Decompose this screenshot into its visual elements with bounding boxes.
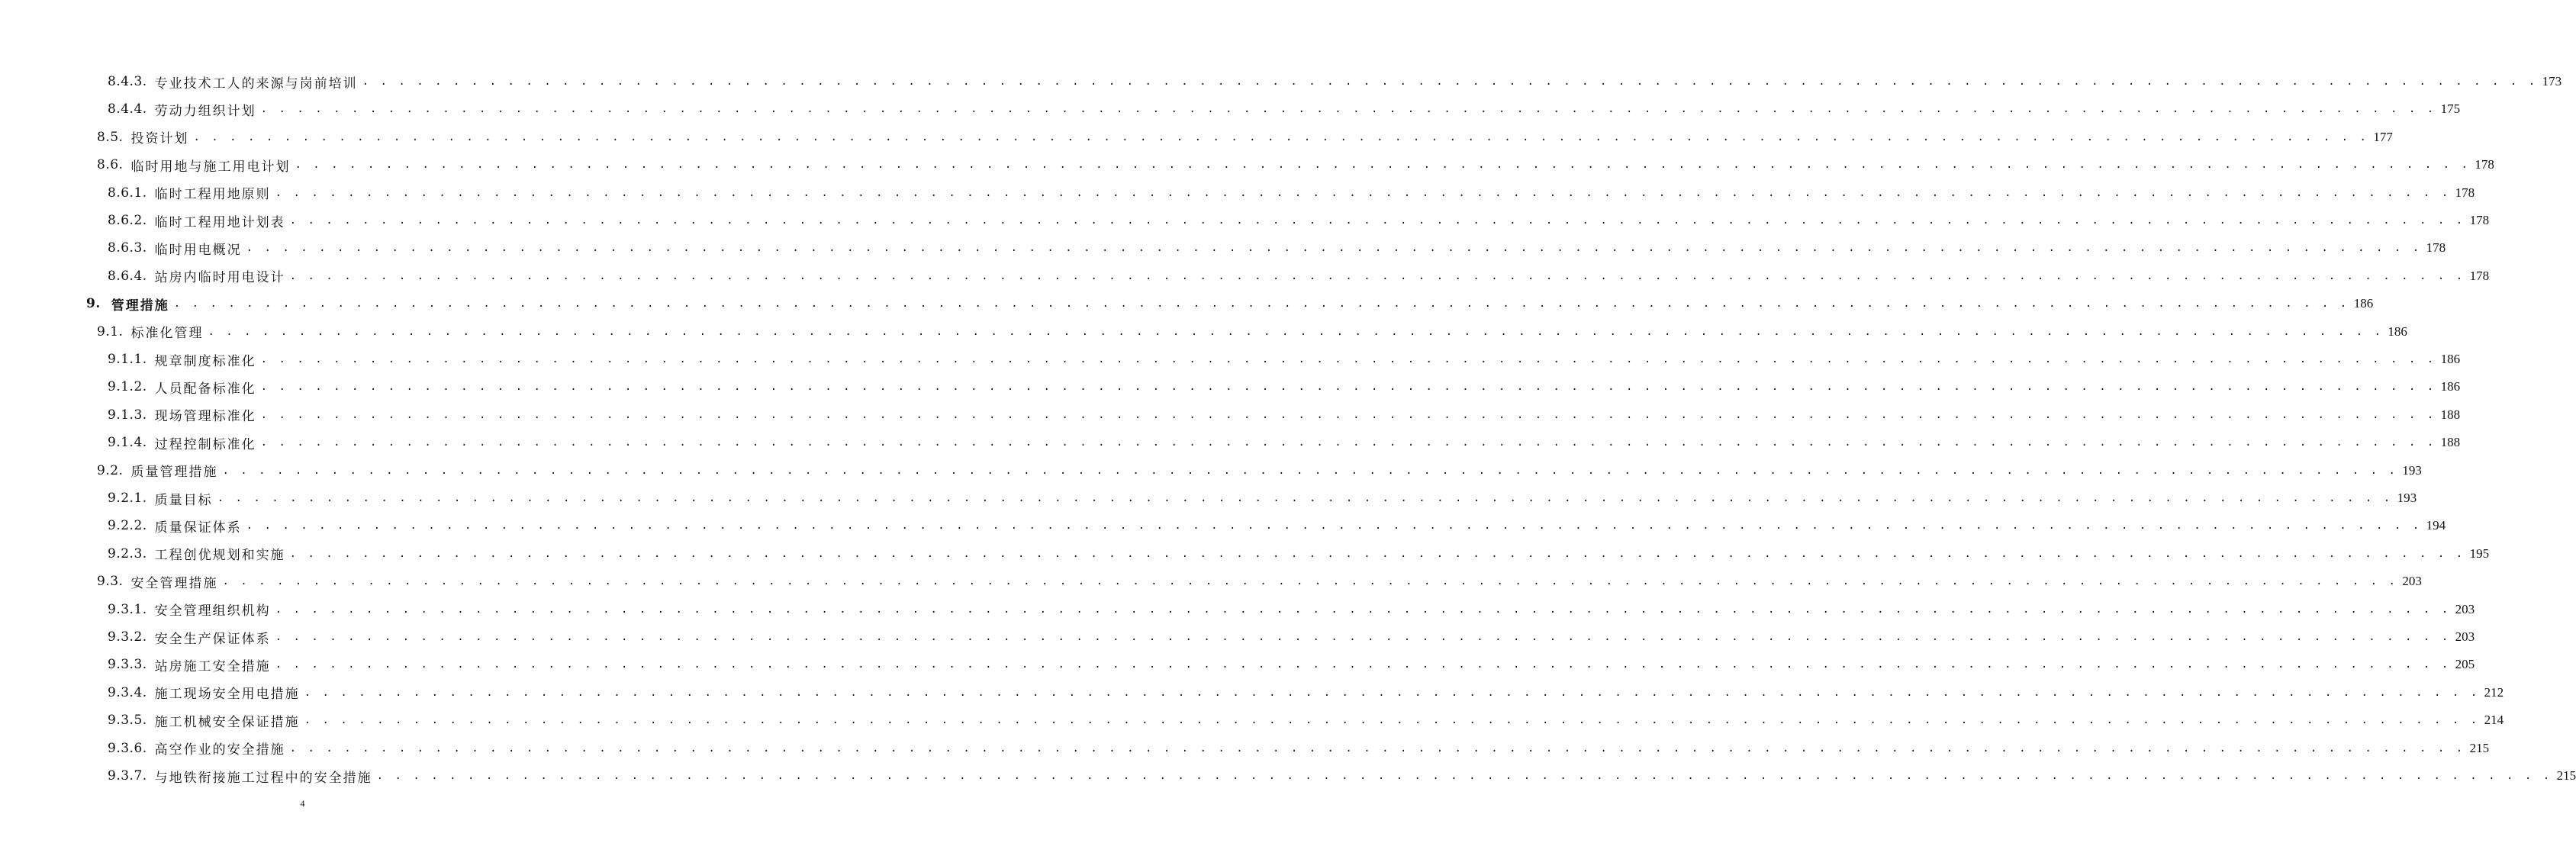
page-number: 4 [300,798,305,809]
toc-entry-number: 8.5. [97,129,124,145]
toc-entry-page: 178 [2475,157,2494,172]
toc-entry-number: 9.1.3. [108,407,147,423]
toc-entry-title: 临时用地与施工用电计划 [130,159,291,175]
dot-leader: . . . . . . . . . . . . . . . . . . . . . . . . . . . . . . . . . . . . . . . . . . . . . . . . . . . . . . . . . . . . . . . . . . . . . . . . . . . . . . . . . . . . . . . . . . . . . . . . . . . . . . . . . . . . . . . . . . . . . . . . [289,214,2465,227]
toc-entry[interactable] [108,738,2490,759]
toc-entry-page: 195 [2469,545,2490,561]
toc-entry-number: 9.3.6. [108,740,147,756]
toc-entry-title: 施工机械安全保证措施 [154,714,300,730]
toc-entry[interactable] [108,404,2461,426]
toc-entry[interactable] [108,682,2504,703]
toc-entry-page: 186 [2440,379,2461,394]
toc-entry-number: 9. [86,296,101,312]
toc-entry-page: 186 [2353,296,2374,311]
toc-entry[interactable] [108,237,2446,259]
toc-entry-page: 215 [2556,768,2576,783]
toc-entry[interactable] [97,154,2494,175]
toc-entry-title: 临时工程用地计划表 [154,214,285,230]
toc-entry-title: 质量保证体系 [154,520,242,536]
dot-leader: . . . . . . . . . . . . . . . . . . . . . . . . . . . . . . . . . . . . . . . . . . . . . . . . . . . . . . . . . . . . . . . . . . . . . . . . . . . . . . . . . . . . . . . . . . . . . . . . . . . . . . . . . . . . . . . . . . . . . . . . [289,269,2465,282]
dot-leader: . . . . . . . . . . . . . . . . . . . . . . . . . . . . . . . . . . . . . . . . . . . . . . . . . . . . . . . . . . . . . . . . . . . . . . . . . . . . . . . . . . . . . . . . . . . . . . . . . . . . . . . . . . . . . . . . . . . . . . . . [246,520,2422,533]
toc-entry-page: 188 [2440,435,2461,450]
toc-entry-page: 193 [2397,491,2417,505]
dot-leader: . . . . . . . . . . . . . . . . . . . . . . . . . . . . . . . . . . . . . . . . . . . . . . . . . . . . . . . . . . . . . . . . . . . . . . . . . . . . . . . . . . . . . . . . . . . . . . . . . . . . . . . . . . . . . . . . . . . . . . . . [260,436,2436,449]
toc-entry-title: 管理措施 [111,298,169,314]
toc-entry[interactable] [108,98,2461,120]
toc-entry-number: 9.3.2. [108,629,147,645]
dot-leader: . . . . . . . . . . . . . . . . . . . . . . . . . . . . . . . . . . . . . . . . . . . . . . . . . . . . . . . . . . . . . . . . . . . . . . . . . . . . . . . . . . . . . . . . . . . . . . . . . . . . . . . . . . . . . . . . . . . . . . . . [275,658,2451,671]
toc-entry-number: 9.3.1. [108,601,147,617]
dot-leader: . . . . . . . . . . . . . . . . . . . . . . . . . . . . . . . . . . . . . . . . . . . . . . . . . . . . . . . . . . . . . . . . . . . . . . . . . . . . . . . . . . . . . . . . . . . . . . . . . . . . . . . . . . . . . . . . . . . . . . . . [289,742,2465,755]
toc-entry-page: 215 [2469,740,2490,755]
toc-entry-page: 214 [2484,713,2504,728]
dot-leader: . . . . . . . . . . . . . . . . . . . . . . . . . . . . . . . . . . . . . . . . . . . . . . . . . . . . . . . . . . . . . . . . . . . . . . . . . . . . . . . . . . . . . . . . . . . . . . . . . . . . . . . . . . . . . . . . . . . . . . . . [193,130,2369,143]
dot-leader: . . . . . . . . . . . . . . . . . . . . . . . . . . . . . . . . . . . . . . . . . . . . . . . . . . . . . . . . . . . . . . . . . . . . . . . . . . . . . . . . . . . . . . . . . . . . . . . . . . . . . . . . . . . . . . . . . . . . . . . . [260,103,2436,116]
toc-entry-title: 工程创优规划和实施 [154,548,285,564]
dot-leader: . . . . . . . . . . . . . . . . . . . . . . . . . . . . . . . . . . . . . . . . . . . . . . . . . . . . . . . . . . . . . . . . . . . . . . . . . . . . . . . . . . . . . . . . . . . . . . . . . . . . . . . . . . . . . . . . . . . . . . . . [222,464,2398,477]
toc-entry-page: 178 [2455,185,2475,200]
dot-leader: . . . . . . . . . . . . . . . . . . . . . . . . . . . . . . . . . . . . . . . . . . . . . . . . . . . . . . . . . . . . . . . . . . . . . . . . . . . . . . . . . . . . . . . . . . . . . . . . . . . . . . . . . . . . . . . . . . . . . . . . [217,492,2393,504]
toc-entry-title: 过程控制标准化 [154,436,256,452]
toc-entry-number: 9.1.1. [108,352,147,367]
toc-entry-number: 9.3. [97,574,124,590]
toc-entry[interactable] [97,127,2393,148]
toc-entry-number: 8.6. [97,157,124,173]
toc-entry-number: 8.6.4. [108,268,147,284]
toc-entry-title: 质量管理措施 [130,465,218,481]
toc-entry[interactable] [108,71,2562,92]
toc-entry[interactable] [108,265,2490,287]
toc-entry-number: 9.3.4. [108,684,147,700]
toc-entry-page: 212 [2484,684,2504,700]
dot-leader: . . . . . . . . . . . . . . . . . . . . . . . . . . . . . . . . . . . . . . . . . . . . . . . . . . . . . . . . . . . . . . . . . . . . . . . . . . . . . . . . . . . . . . . . . . . . . . . . . . . . . . . . . . . . . . . . . . . . . . . . [304,686,2480,699]
toc-entry-number: 9.1.4. [108,435,147,451]
dot-leader: . . . . . . . . . . . . . . . . . . . . . . . . . . . . . . . . . . . . . . . . . . . . . . . . . . . . . . . . . . . . . . . . . . . . . . . . . . . . . . . . . . . . . . . . . . . . . . . . . . . . . . . . . . . . . . . . . . . . . . . . [376,770,2552,782]
toc-entry-title: 高空作业的安全措施 [154,742,285,758]
toc-entry-page: 178 [2426,240,2446,256]
toc-entry[interactable] [108,543,2490,565]
toc-entry[interactable] [108,710,2504,731]
toc-entry[interactable] [108,626,2475,648]
toc-entry[interactable] [97,571,2422,592]
toc-entry-title: 安全生产保证体系 [154,631,271,647]
dot-leader: . . . . . . . . . . . . . . . . . . . . . . . . . . . . . . . . . . . . . . . . . . . . . . . . . . . . . . . . . . . . . . . . . . . . . . . . . . . . . . . . . . . . . . . . . . . . . . . . . . . . . . . . . . . . . . . . . . . . . . . . [260,353,2436,365]
toc-entry-title: 标准化管理 [130,326,204,342]
toc-entry-number: 9.2.3. [108,545,147,562]
toc-entry[interactable] [108,210,2490,231]
toc-entry-number: 9.1. [97,323,124,340]
toc-entry-page: 203 [2455,601,2475,616]
dot-leader: . . . . . . . . . . . . . . . . . . . . . . . . . . . . . . . . . . . . . . . . . . . . . . . . . . . . . . . . . . . . . . . . . . . . . . . . . . . . . . . . . . . . . . . . . . . . . . . . . . . . . . . . . . . . . . . . . . . . . . . . [275,631,2451,643]
toc-entry[interactable] [108,488,2417,509]
dot-leader: . . . . . . . . . . . . . . . . . . . . . . . . . . . . . . . . . . . . . . . . . . . . . . . . . . . . . . . . . . . . . . . . . . . . . . . . . . . . . . . . . . . . . . . . . . . . . . . . . . . . . . . . . . . . . . . . . . . . . . . . [260,408,2436,421]
toc-entry-page: 186 [2440,352,2461,366]
toc-entry-page: 177 [2373,129,2393,144]
toc-entry-number: 8.6.2. [108,213,147,228]
toc-entry-title: 规章制度标准化 [154,353,256,369]
toc-entry-title: 站房施工安全措施 [154,658,271,674]
toc-entry-page: 186 [2388,323,2407,339]
toc-entry-page: 173 [2542,74,2562,88]
toc-entry-page: 178 [2469,268,2490,283]
dot-leader: . . . . . . . . . . . . . . . . . . . . . . . . . . . . . . . . . . . . . . . . . . . . . . . . . . . . . . . . . . . . . . . . . . . . . . . . . . . . . . . . . . . . . . . . . . . . . . . . . . . . . . . . . . . . . . . . . . . . . . . . [208,325,2384,338]
toc-entry[interactable] [108,376,2461,397]
toc-entry[interactable] [108,765,2576,787]
toc-entry-title: 投资计划 [130,131,189,147]
toc-entry-number: 9.3.3. [108,657,147,673]
toc-entry-page: 203 [2455,629,2475,644]
toc-entry-title: 安全管理组织机构 [154,603,271,619]
dot-leader: . . . . . . . . . . . . . . . . . . . . . . . . . . . . . . . . . . . . . . . . . . . . . . . . . . . . . . . . . . . . . . . . . . . . . . . . . . . . . . . . . . . . . . . . . . . . . . . . . . . . . . . . . . . . . . . . . . . . . . . . [260,381,2436,394]
toc-entry-title: 人员配备标准化 [154,381,256,397]
toc-entry[interactable] [97,460,2422,481]
toc-entry-title: 施工现场安全用电措施 [154,687,300,703]
toc-entry-number: 9.2.1. [108,491,147,506]
dot-leader: . . . . . . . . . . . . . . . . . . . . . . . . . . . . . . . . . . . . . . . . . . . . . . . . . . . . . . . . . . . . . . . . . . . . . . . . . . . . . . . . . . . . . . . . . . . . . . . . . . . . . . . . . . . . . . . . . . . . . . . . [275,603,2451,616]
toc-entry-title: 临时工程用地原则 [154,187,271,203]
dot-leader: . . . . . . . . . . . . . . . . . . . . . . . . . . . . . . . . . . . . . . . . . . . . . . . . . . . . . . . . . . . . . . . . . . . . . . . . . . . . . . . . . . . . . . . . . . . . . . . . . . . . . . . . . . . . . . . . . . . . . . . . [304,714,2480,727]
toc-entry-number: 8.4.4. [108,101,147,117]
toc-entry-page: 193 [2402,462,2422,478]
toc-entry-number: 8.4.3. [108,74,147,89]
toc-entry-number: 8.6.3. [108,240,147,256]
toc-entry[interactable] [108,349,2461,370]
toc-entry-page: 205 [2455,657,2475,672]
toc-entry-title: 质量目标 [154,492,213,508]
toc-entry[interactable] [108,654,2475,675]
dot-leader: . . . . . . . . . . . . . . . . . . . . . . . . . . . . . . . . . . . . . . . . . . . . . . . . . . . . . . . . . . . . . . . . . . . . . . . . . . . . . . . . . . . . . . . . . . . . . . . . . . . . . . . . . . . . . . . . . . . . . . . . [362,76,2538,88]
dot-leader: . . . . . . . . . . . . . . . . . . . . . . . . . . . . . . . . . . . . . . . . . . . . . . . . . . . . . . . . . . . . . . . . . . . . . . . . . . . . . . . . . . . . . . . . . . . . . . . . . . . . . . . . . . . . . . . . . . . . . . . . [173,298,2349,311]
toc-entry-page: 188 [2440,407,2461,422]
toc-entry-title: 与地铁衔接施工过程中的安全措施 [154,770,372,786]
toc-entry-number: 9.3.7. [108,768,147,784]
toc-entry-page: 175 [2440,101,2461,117]
toc-entry-title: 现场管理标准化 [154,409,256,425]
dot-leader: . . . . . . . . . . . . . . . . . . . . . . . . . . . . . . . . . . . . . . . . . . . . . . . . . . . . . . . . . . . . . . . . . . . . . . . . . . . . . . . . . . . . . . . . . . . . . . . . . . . . . . . . . . . . . . . . . . . . . . . . [275,186,2451,199]
dot-leader: . . . . . . . . . . . . . . . . . . . . . . . . . . . . . . . . . . . . . . . . . . . . . . . . . . . . . . . . . . . . . . . . . . . . . . . . . . . . . . . . . . . . . . . . . . . . . . . . . . . . . . . . . . . . . . . . . . . . . . . . [222,575,2398,588]
toc-entry-title: 临时用电概况 [154,242,242,258]
toc-entry-page: 194 [2426,518,2446,533]
dot-leader: . . . . . . . . . . . . . . . . . . . . . . . . . . . . . . . . . . . . . . . . . . . . . . . . . . . . . . . . . . . . . . . . . . . . . . . . . . . . . . . . . . . . . . . . . . . . . . . . . . . . . . . . . . . . . . . . . . . . . . . . [246,242,2422,255]
toc-entry[interactable] [86,293,2374,314]
toc-entry[interactable] [108,515,2446,536]
toc-entry-number: 9.1.2. [108,379,147,395]
toc-entry[interactable] [108,432,2461,453]
dot-leader: . . . . . . . . . . . . . . . . . . . . . . . . . . . . . . . . . . . . . . . . . . . . . . . . . . . . . . . . . . . . . . . . . . . . . . . . . . . . . . . . . . . . . . . . . . . . . . . . . . . . . . . . . . . . . . . . . . . . . . . . [289,547,2465,560]
toc-entry-title: 安全管理措施 [130,575,218,591]
toc-entry-title: 劳动力组织计划 [154,103,256,119]
dot-leader: . . . . . . . . . . . . . . . . . . . . . . . . . . . . . . . . . . . . . . . . . . . . . . . . . . . . . . . . . . . . . . . . . . . . . . . . . . . . . . . . . . . . . . . . . . . . . . . . . . . . . . . . . . . . . . . . . . . . . . . . [295,159,2471,172]
toc-entry[interactable] [97,321,2407,343]
toc-entry-title: 站房内临时用电设计 [154,270,285,286]
toc-entry-number: 9.3.5. [108,713,147,729]
toc-entry-number: 9.2. [97,462,124,478]
toc-entry[interactable] [108,182,2475,204]
toc-entry[interactable] [108,599,2475,620]
toc-entry-page: 178 [2469,213,2490,227]
toc-entry-number: 9.2.2. [108,518,147,534]
toc-entry-number: 8.6.1. [108,185,147,201]
toc-entry-page: 203 [2402,574,2422,589]
toc-entry-title: 专业技术工人的来源与岗前培训 [154,76,358,92]
